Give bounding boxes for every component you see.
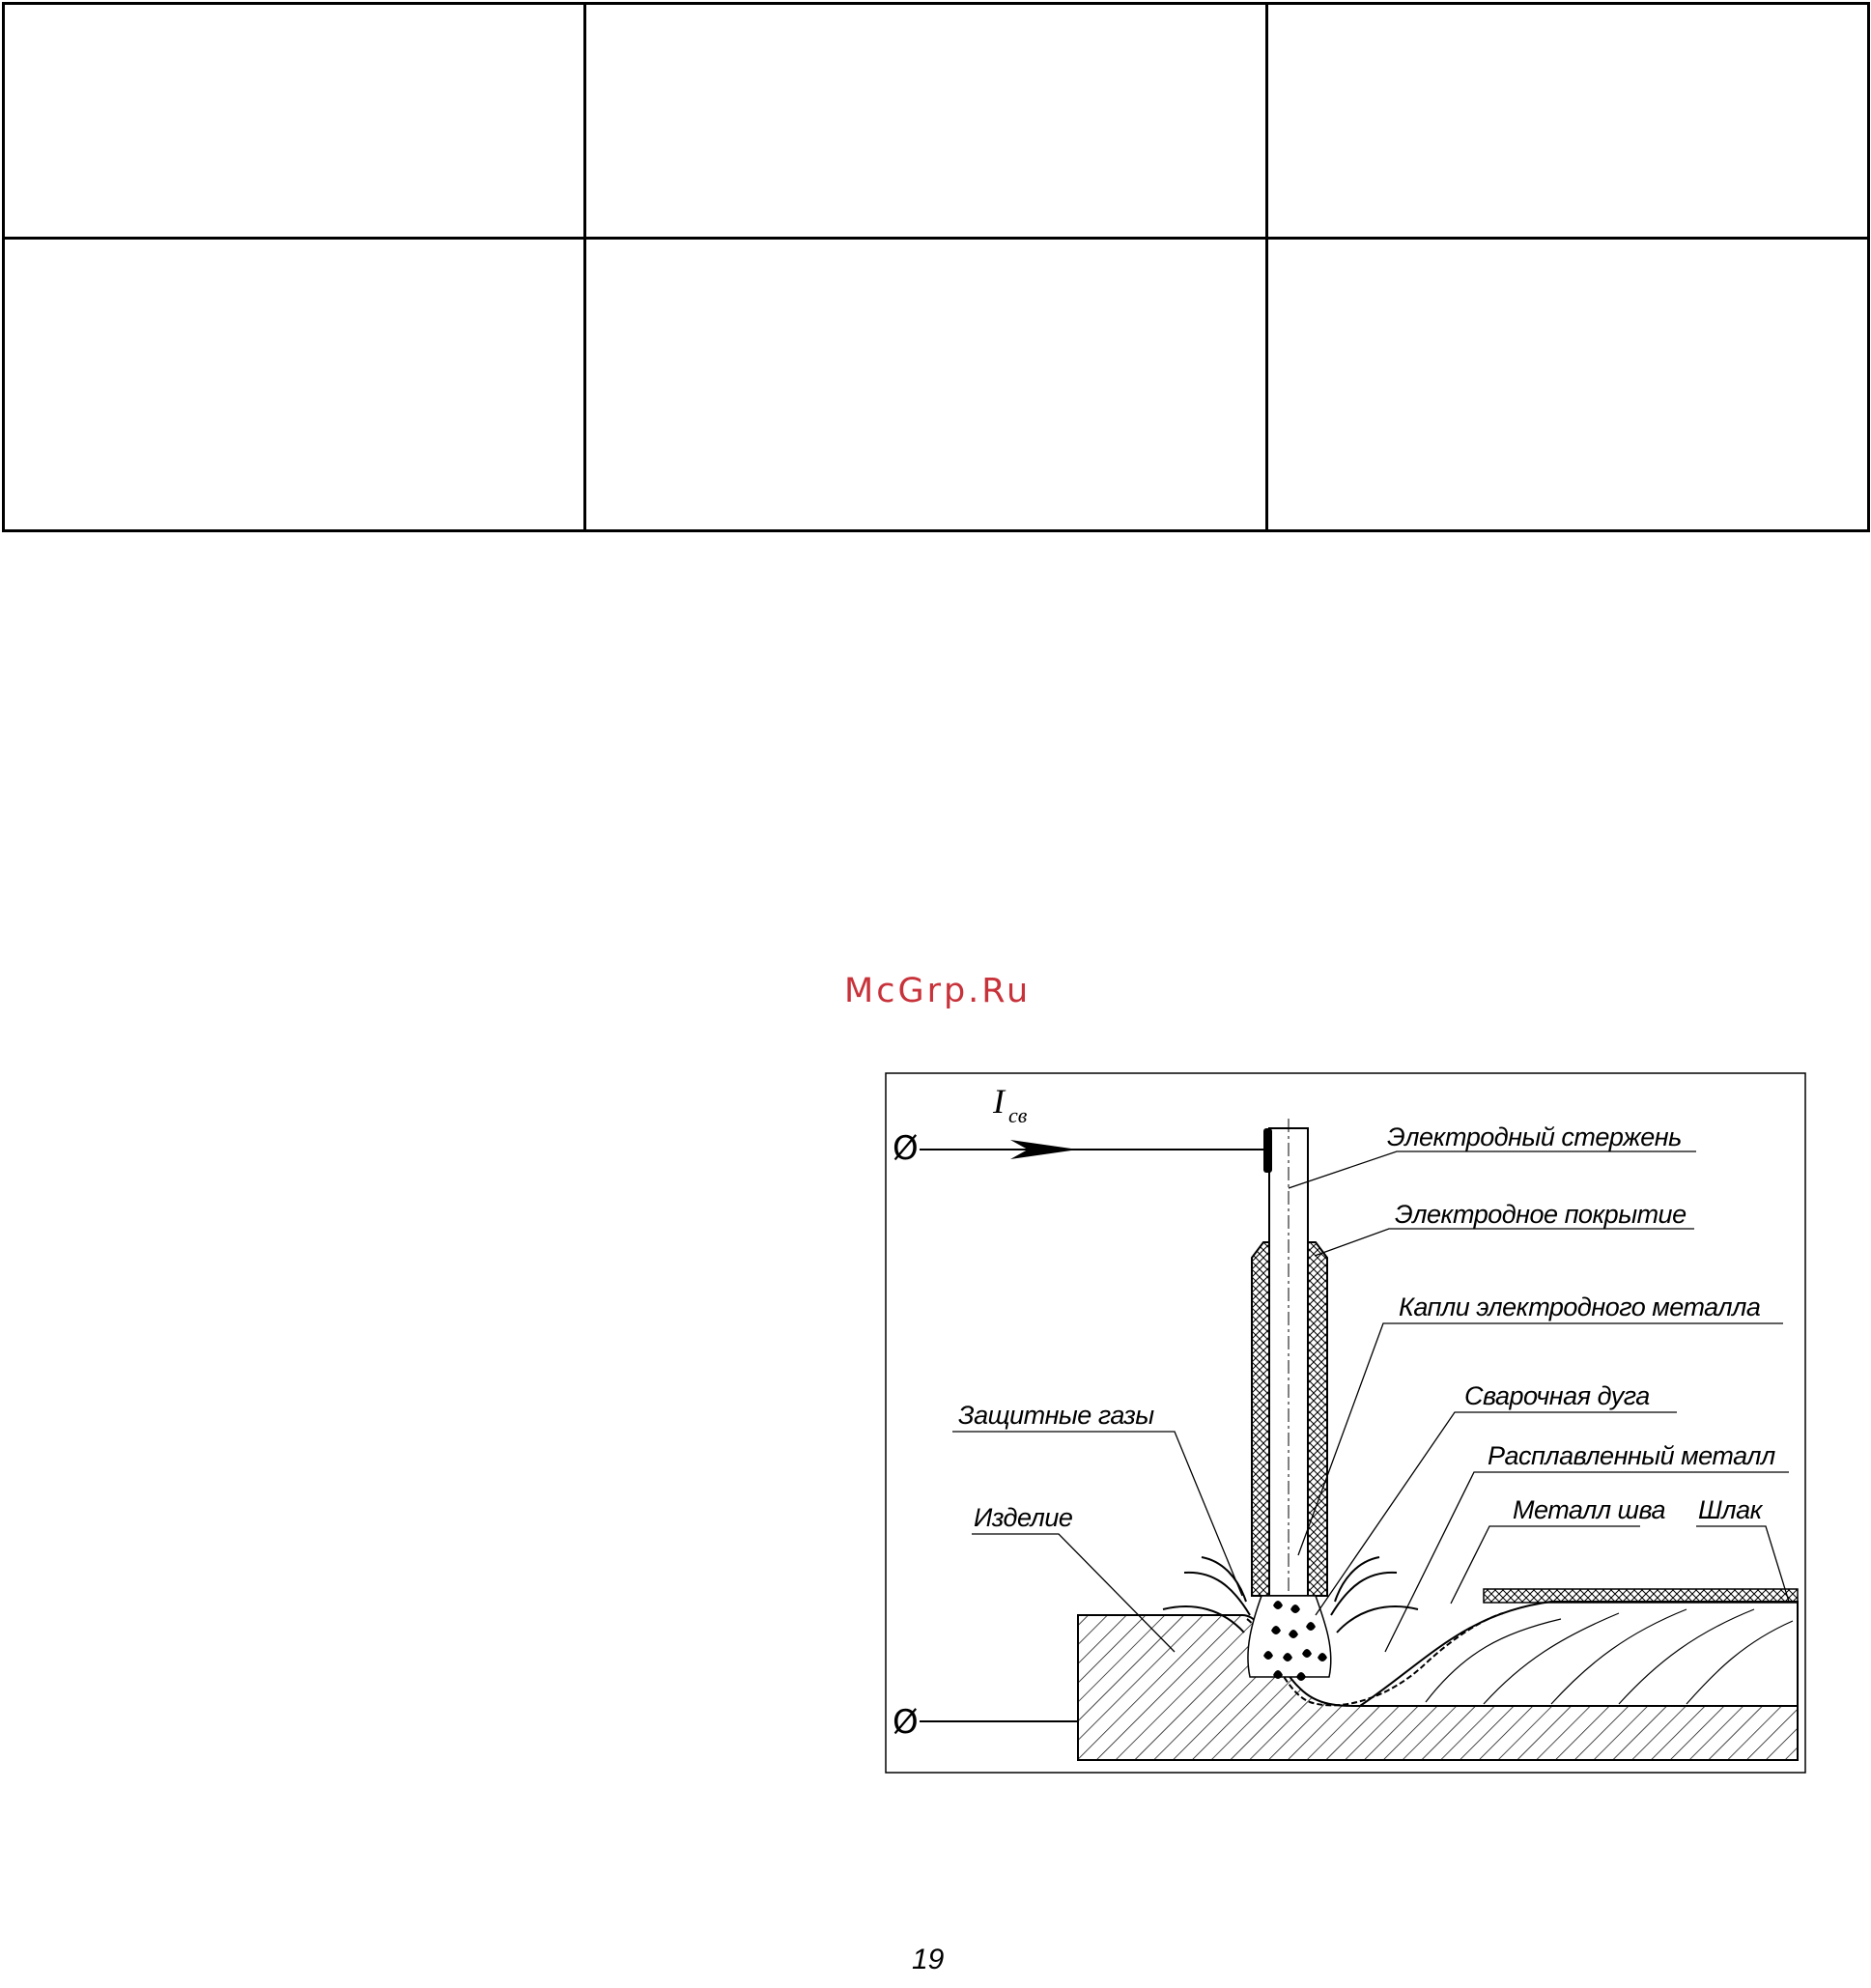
terminal-symbol-top: Ø	[893, 1129, 919, 1168]
terminal-symbol-bottom: Ø	[893, 1703, 919, 1742]
label-molten-metal: Расплавленный металл	[1488, 1441, 1775, 1470]
table-cell	[4, 239, 585, 531]
label-workpiece: Изделие	[974, 1503, 1073, 1532]
label-weld-metal: Металл шва	[1513, 1495, 1665, 1524]
slag-layer	[1484, 1589, 1798, 1603]
current-symbol: I	[993, 1082, 1005, 1121]
welding-diagram	[885, 1072, 1806, 1774]
table-cell	[4, 4, 585, 239]
page-number: 19	[912, 1944, 945, 1975]
welding-diagram-svg	[885, 1072, 1806, 1774]
label-electrode-rod: Электродный стержень	[1387, 1122, 1682, 1151]
table-cell	[585, 4, 1267, 239]
table-row	[4, 239, 1869, 531]
label-electrode-drops: Капли электродного металла	[1399, 1292, 1761, 1321]
label-slag: Шлак	[1698, 1495, 1762, 1524]
label-shielding-gases: Защитные газы	[958, 1401, 1154, 1430]
watermark: McGrp.Ru	[844, 972, 1032, 1010]
label-welding-arc: Сварочная дуга	[1464, 1381, 1650, 1410]
weld-metal-region	[1360, 1602, 1798, 1706]
electrode-holder	[1263, 1128, 1272, 1173]
table-cell	[1267, 239, 1869, 531]
table-cell	[1267, 4, 1869, 239]
table-row	[4, 4, 1869, 239]
page-table	[2, 2, 1870, 532]
label-electrode-coating: Электродное покрытие	[1395, 1200, 1687, 1229]
welding-arc-shape	[1248, 1596, 1331, 1677]
table-cell	[585, 239, 1267, 531]
current-subscript: св	[1008, 1103, 1028, 1127]
